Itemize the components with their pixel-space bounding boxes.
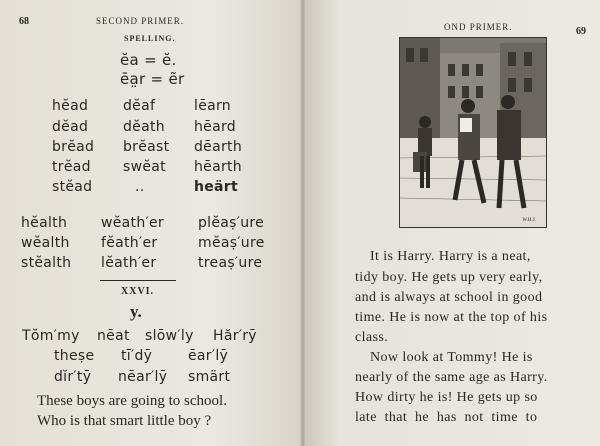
- word-cell: stĕalth: [21, 255, 72, 271]
- key-line-1: ĕa = ĕ.: [120, 51, 177, 69]
- passage-line: class.: [355, 330, 389, 345]
- sentence-line: These boys are going to school.: [37, 393, 227, 409]
- lesson-word: Hăr′rȳ: [213, 328, 257, 344]
- engraving-illustration: [399, 37, 547, 228]
- word-cell: dĕaf: [123, 98, 156, 114]
- section-title: SPELLING.: [124, 34, 176, 43]
- word-cell: dēarth: [194, 139, 242, 155]
- passage-line: late that he has not time to: [355, 410, 538, 425]
- street-scene-image: [400, 38, 546, 227]
- word-cell: lēarn: [194, 98, 231, 114]
- word-cell: hēard: [194, 119, 236, 135]
- word-cell: hēarth: [194, 159, 242, 175]
- word-cell: heärt: [194, 179, 239, 195]
- page-number-left: 68: [19, 16, 29, 27]
- lesson-word: dĭr′tȳ: [54, 369, 92, 385]
- word-cell: hĕad: [52, 98, 89, 114]
- running-head-left: SECOND PRIMER.: [96, 16, 185, 26]
- word-cell: lĕath′er: [101, 255, 157, 271]
- lesson-word: theṣe: [54, 348, 95, 364]
- word-cell: mĕaṣ′ure: [198, 235, 265, 251]
- word-cell: ..: [135, 179, 145, 195]
- word-cell: wĕalth: [21, 235, 70, 251]
- page-number-right: 69: [576, 26, 586, 37]
- key-line-2: ēa̤r = ẽr: [120, 70, 185, 88]
- lesson-letter: y.: [130, 302, 142, 321]
- book-gutter: [300, 0, 306, 446]
- word-cell: stĕad: [52, 179, 93, 195]
- lesson-number: XXVI.: [121, 286, 155, 297]
- passage-line: Now look at Tommy! He is: [370, 350, 533, 365]
- lesson-word: nēat: [97, 328, 130, 344]
- passage-line: nearly of the same age as Harry.: [355, 370, 548, 385]
- word-cell: wĕath′er: [101, 215, 164, 231]
- word-cell: hĕalth: [21, 215, 68, 231]
- lesson-word: tī′dȳ: [121, 348, 153, 364]
- running-head-right: OND PRIMER.: [444, 22, 513, 32]
- lesson-word: smärt: [188, 369, 231, 385]
- word-cell: dĕad: [52, 119, 89, 135]
- word-cell: plĕaṣ′ure: [198, 215, 265, 231]
- passage-line: and is always at school in good: [355, 290, 543, 305]
- word-cell: brĕast: [123, 139, 170, 155]
- illustration-signature: W.H.J.: [522, 218, 536, 223]
- word-cell: fĕath′er: [101, 235, 158, 251]
- word-cell: trĕad: [52, 159, 91, 175]
- word-cell: swĕat: [123, 159, 166, 175]
- word-cell: treaṣ′ure: [198, 255, 263, 271]
- section-rule: [100, 280, 176, 281]
- lesson-word: Tŏm′my: [22, 328, 80, 344]
- sentence-line: Who is that smart little boy ?: [37, 413, 212, 429]
- lesson-word: slōw′ly: [145, 328, 194, 344]
- word-cell: brĕad: [52, 139, 95, 155]
- passage-line: It is Harry. Harry is a neat,: [370, 249, 531, 264]
- lesson-word: nēar′lȳ: [118, 369, 168, 385]
- lesson-word: ēar′lȳ: [188, 348, 229, 364]
- passage-line: time. He is now at the top of his: [355, 310, 548, 325]
- passage-line: How dirty he is! He gets up so: [355, 390, 538, 405]
- word-cell: dĕath: [123, 119, 165, 135]
- passage-line: tidy boy. He gets up very early,: [355, 270, 543, 285]
